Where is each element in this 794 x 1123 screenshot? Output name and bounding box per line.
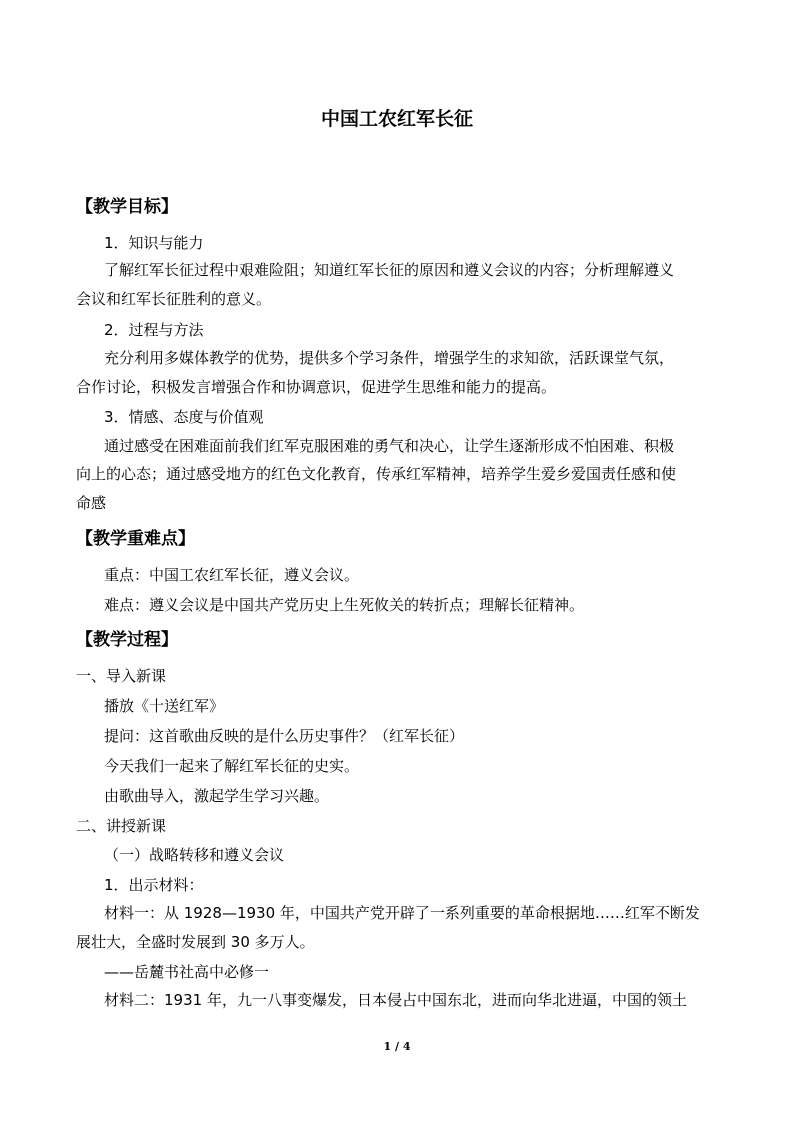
objective-3-text-cont: 向上的心态；通过感受地方的红色文化教育，传承红军精神，培养学生爱乡爱国责任感和使 bbox=[76, 465, 677, 483]
material-2-text: 材料二：1931 年，九一八事变爆发，日本侵占中国东北，进而向华北进逼，中国的领土 bbox=[104, 991, 687, 1009]
material-1-text: 材料一：从 1928—1930 年，中国共产党开辟了一系列重要的革命根据地……红军不断发 bbox=[104, 904, 700, 922]
process-line: 由歌曲导入，激起学生学习兴趣。 bbox=[104, 787, 330, 805]
section-heading-process: 【教学过程】 bbox=[76, 630, 178, 650]
process-line: 播放《十送红军》 bbox=[104, 697, 225, 715]
section-heading-objectives: 【教学目标】 bbox=[76, 197, 178, 217]
objective-3-text-end: 命感 bbox=[76, 494, 107, 512]
process-line: 今天我们一起来了解红军长征的史实。 bbox=[104, 757, 360, 775]
objective-3-text: 通过感受在困难面前我们红军克服困难的勇气和决心，让学生逐渐形成不怕困难、积极 bbox=[104, 437, 675, 455]
objective-2-text: 充分利用多媒体教学的优势，提供多个学习条件，增强学生的求知欲，活跃课堂气氛， bbox=[104, 349, 675, 367]
objective-1-text: 了解红军长征过程中艰难险阻；知道红军长征的原因和遵义会议的内容；分析理解遵义 bbox=[104, 261, 675, 279]
objective-1-text-cont: 会议和红军长征胜利的意义。 bbox=[76, 290, 272, 308]
objective-1-title: 1．知识与能力 bbox=[104, 234, 204, 252]
objective-2-title: 2．过程与方法 bbox=[104, 321, 204, 339]
page-number: 1 / 4 bbox=[383, 1040, 411, 1053]
key-point-difficulty: 难点：遵义会议是中国共产党历史上生死攸关的转折点；理解长征精神。 bbox=[104, 596, 585, 614]
process-line: 提问：这首歌曲反映的是什么历史事件？（红军长征） bbox=[104, 727, 465, 745]
process-subsection-1-title: （一）战略转移和遵义会议 bbox=[104, 846, 285, 864]
process-section-1-title: 一、导入新课 bbox=[76, 667, 167, 685]
section-heading-key-points: 【教学重难点】 bbox=[76, 529, 195, 549]
key-point-focus: 重点：中国工农红军长征，遵义会议。 bbox=[104, 566, 360, 584]
objective-2-text-cont: 合作讨论，积极发言增强合作和协调意识，促进学生思维和能力的提高。 bbox=[76, 378, 557, 396]
process-line: 1．出示材料： bbox=[104, 876, 204, 894]
material-1-source: ——岳麓书社高中必修一 bbox=[104, 963, 270, 981]
material-1-text-cont: 展壮大，全盛时发展到 30 多万人。 bbox=[76, 933, 315, 951]
page-title: 中国工农红军长征 bbox=[320, 108, 473, 130]
objective-3-title: 3．情感、态度与价值观 bbox=[104, 408, 264, 426]
process-section-2-title: 二、讲授新课 bbox=[76, 817, 167, 835]
